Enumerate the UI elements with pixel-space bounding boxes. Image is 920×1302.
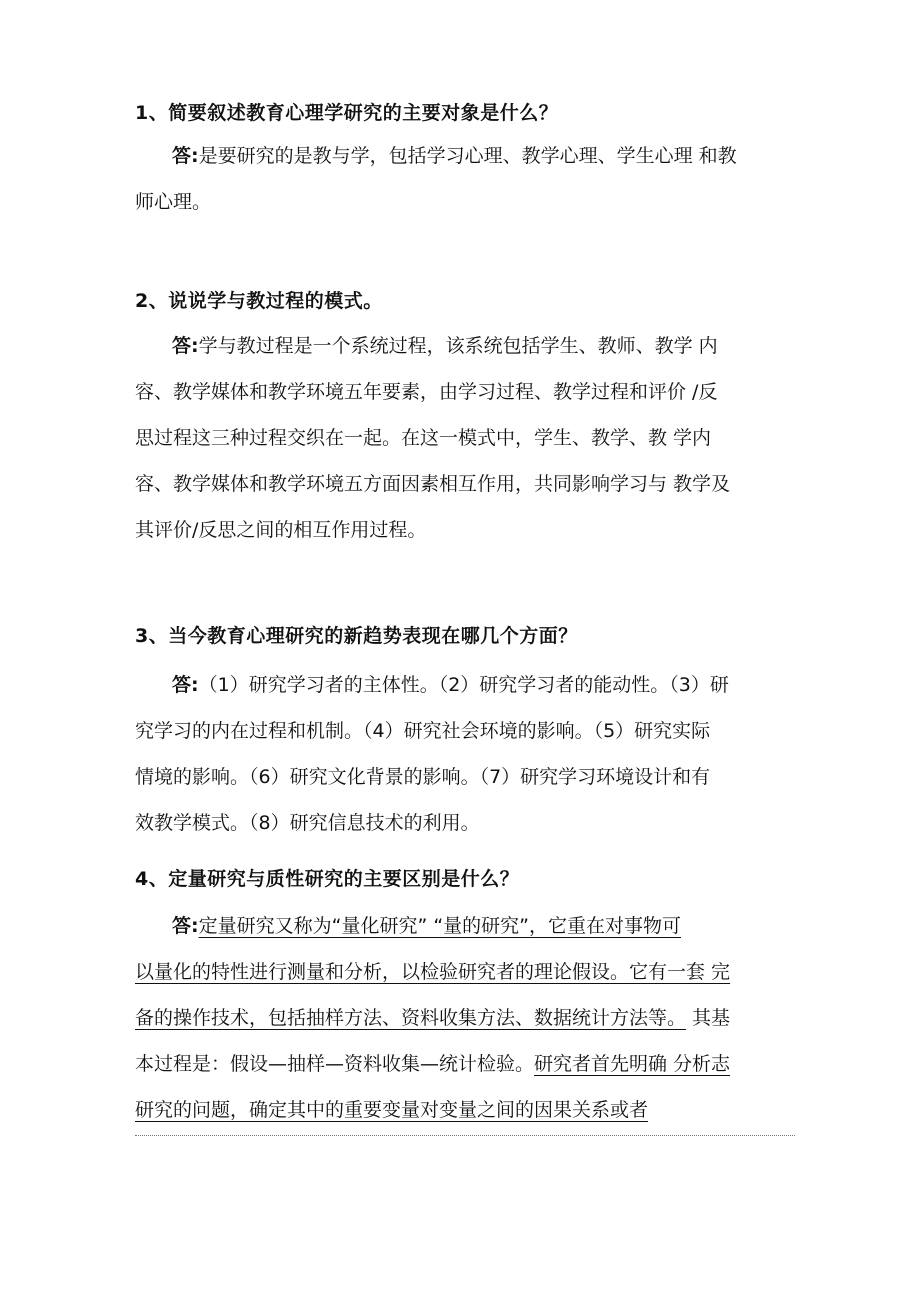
page-divider [135,1135,795,1136]
answer-text: 学与教过程是一个系统过程，该系统包括学生、教师、教学 内 [198,335,718,357]
answer-text: 本过程是：假设—抽样—资料收集—统计检验。 [135,1053,535,1075]
answer-4-line-3 [135,995,795,1041]
answer-4-line-4 [135,1041,795,1087]
answer-1-line-1 [135,133,795,179]
answer-4-line-5: 研究的问题，确定其中的重要变量对变量之间的因果关系或者 [135,1099,649,1121]
question-4-title: 4、定量研究与质性研究的主要区别是什么？ [135,868,520,890]
answer-3-line-1 [135,662,795,708]
answer-2-line-2: 容、教学媒体和教学环境五年要素，由学习过程、教学过程和评价 /反 [135,381,718,403]
answer-text: 其基 [686,1007,731,1029]
answer-1 [135,133,795,225]
answer-2-line-1 [135,323,795,369]
answer-label: 答: [172,915,199,937]
answer-label: 答: [172,145,199,167]
answer-4 [135,903,795,1133]
answer-3-line-3: 情境的影响。（6）研究文化背景的影响。（7）研究学习环境设计和有 [135,766,711,788]
answer-3-line-2: 究学习的内在过程和机制。（4）研究社会环境的影响。（5）研究实际 [135,720,711,742]
answer-4-line-1 [135,903,795,949]
answer-2 [135,323,795,553]
answer-text-underlined: 研究者首先明确 分析志 [534,1053,731,1075]
answer-3-line-4: 效教学模式。（8）研究信息技术的利用。 [135,812,480,834]
answer-text-underlined: 定量研究又称为“量化研究” “量的研究”，它重在对事物可 [198,915,682,937]
question-3-title: 3、当今教育心理研究的新趋势表现在哪几个方面？ [135,625,578,647]
answer-2-line-3: 思过程这三种过程交织在一起。在这一模式中，学生、教学、教 学内 [135,427,712,449]
answer-text: 是要研究的是教与学，包括学习心理、教学心理、学生心理 和教 [198,145,737,167]
answer-3 [135,662,795,846]
answer-label: 答: [172,335,199,357]
answer-2-line-5: 其评价/反思之间的相互作用过程。 [135,519,427,541]
answer-label: 答: [172,674,199,696]
question-1-title: 1、简要叙述教育心理学研究的主要对象是什么？ [135,102,559,124]
question-2-title: 2、说说学与教过程的模式。 [135,290,383,312]
answer-text: （1）研究学习者的主体性。（2）研究学习者的能动性。（3）研 [198,674,729,696]
answer-1-line-2: 师心理。 [135,191,212,213]
answer-2-line-4: 容、教学媒体和教学环境五方面因素相互作用，共同影响学习与 教学及 [135,473,731,495]
answer-text-underlined: 备的操作技术，包括抽样方法、资料收集方法、数据统计方法等。 [135,1007,687,1029]
answer-4-line-2: 以量化的特性进行测量和分析，以检验研究者的理论假设。它有一套 完 [135,961,731,983]
